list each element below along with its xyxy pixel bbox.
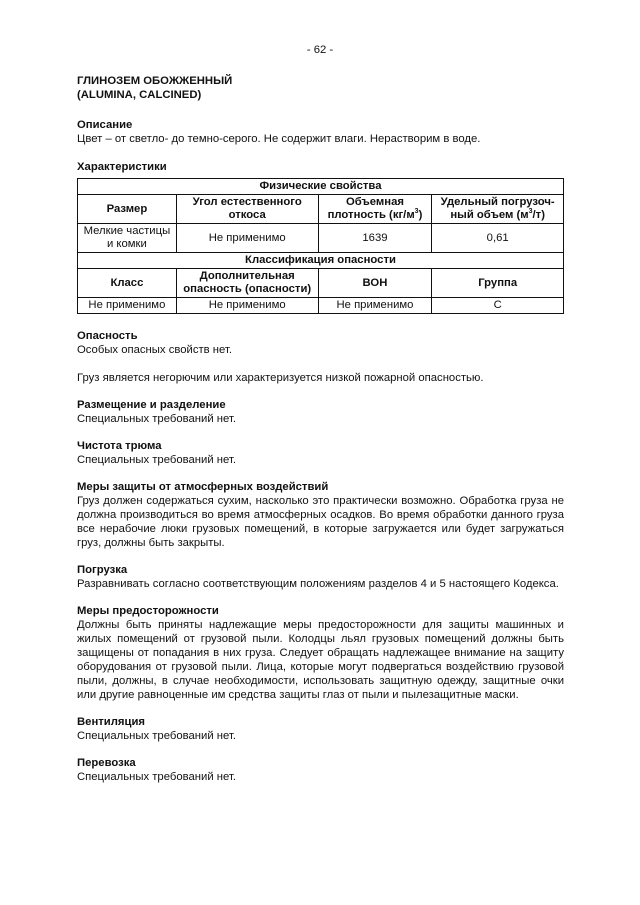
section-carriage bbox=[77, 756, 564, 784]
value-angle: Не применимо bbox=[176, 224, 318, 253]
col-subsidiary-hazard: Дополнительная опасность (опасности) bbox=[176, 269, 318, 298]
col-angle-of-repose: Угол естественного откоса bbox=[176, 195, 318, 224]
hold-text: Специальных требований нет. bbox=[77, 454, 236, 466]
hazard-heading: Опасность bbox=[77, 330, 138, 342]
value-class: Не применимо bbox=[78, 298, 177, 314]
section-weather-precautions bbox=[77, 480, 564, 550]
stowage-heading: Размещение и разделение bbox=[77, 399, 226, 411]
table-row bbox=[78, 195, 564, 224]
section-loading bbox=[77, 563, 564, 591]
document-content bbox=[77, 74, 564, 784]
ventilation-text: Специальных требований нет. bbox=[77, 730, 236, 742]
section-hazard bbox=[77, 329, 564, 385]
table-row bbox=[78, 179, 564, 195]
value-stowage: 0,61 bbox=[432, 224, 564, 253]
section-hold-cleanliness bbox=[77, 439, 564, 467]
hazard-text-1: Особых опасных свойств нет. bbox=[77, 344, 232, 356]
value-subsidiary: Не применимо bbox=[176, 298, 318, 314]
section-ventilation bbox=[77, 715, 564, 743]
col-stowage-factor: Удельный погрузоч-ный объем $(м^3/т)$ bbox=[432, 195, 564, 224]
table-row bbox=[78, 269, 564, 298]
section-stowage bbox=[77, 398, 564, 426]
col-mhb: ВОН bbox=[318, 269, 432, 298]
hold-heading: Чистота трюма bbox=[77, 440, 162, 452]
precautions-heading: Меры предосторожности bbox=[77, 605, 219, 617]
properties-table bbox=[77, 178, 564, 314]
loading-text: Разравнивать согласно соответствующим положениям разделов 4 и 5 настоящего Кодекса. bbox=[77, 578, 559, 590]
carriage-text: Специальных требований нет. bbox=[77, 771, 236, 783]
loading-heading: Погрузка bbox=[77, 564, 128, 576]
col-class: Класс bbox=[78, 269, 177, 298]
section-description bbox=[77, 118, 564, 146]
hazard-classification-header: Классификация опасности bbox=[78, 253, 564, 269]
precautions-text: Должны быть приняты надлежащие меры предосторожности для защиты машинных и жилых помещений от грузовой пыли. Колодцы льял грузовых помещений должны быть защищены от попадания в них груза. Следует обращать надлежащее внимание на защиту оборудования от грузовой пыли. Лица, которые могут подвергаться воздействию грузовой пыли, должны, в случае необходимости, использовать защитную одежду, защитные очки или другие равноценные им средства защиты глаз от пыли и пылезащитные маски. bbox=[77, 619, 564, 701]
weather-text: Груз должен содержаться сухим, насколько это практически возможно. Обработка груза не должна производиться во время атмосферных осадков. Во время обработки данного груза все нерабочие люки грузовых помещений, в которые загружается или будет загружаться груз, должны быть закрыты. bbox=[77, 495, 564, 549]
description-heading: Описание bbox=[77, 119, 133, 131]
section-precautions bbox=[77, 604, 564, 702]
weather-heading: Меры защиты от атмосферных воздействий bbox=[77, 481, 329, 493]
title-ru: ГЛИНОЗЕМ ОБОЖЖЕННЫЙ bbox=[77, 75, 233, 87]
hazard-text-2: Груз является негорючим или характеризуется низкой пожарной опасностью. bbox=[77, 372, 484, 384]
ventilation-heading: Вентиляция bbox=[77, 716, 145, 728]
section-characteristics bbox=[77, 160, 564, 314]
stowage-text: Специальных требований нет. bbox=[77, 413, 236, 425]
description-text: Цвет – от светло- до темно-серого. Не содержит влаги. Нерастворим в воде. bbox=[77, 133, 481, 145]
value-group: C bbox=[432, 298, 564, 314]
col-bulk-density: Объемная плотность $(кг/м^3)$ bbox=[318, 195, 432, 224]
col-group: Группа bbox=[432, 269, 564, 298]
table-row bbox=[78, 224, 564, 253]
carriage-heading: Перевозка bbox=[77, 757, 136, 769]
value-mhb: Не применимо bbox=[318, 298, 432, 314]
value-size: Мелкие частицы и комки bbox=[78, 224, 177, 253]
characteristics-heading: Характеристики bbox=[77, 161, 167, 173]
col-size: Размер bbox=[78, 195, 177, 224]
physical-properties-header: Физические свойства bbox=[78, 179, 564, 195]
title-en: (ALUMINA, CALCINED) bbox=[77, 89, 202, 101]
table-row bbox=[78, 253, 564, 269]
value-density: 1639 bbox=[318, 224, 432, 253]
page-number: - 62 - bbox=[306, 44, 334, 56]
table-row bbox=[78, 298, 564, 314]
